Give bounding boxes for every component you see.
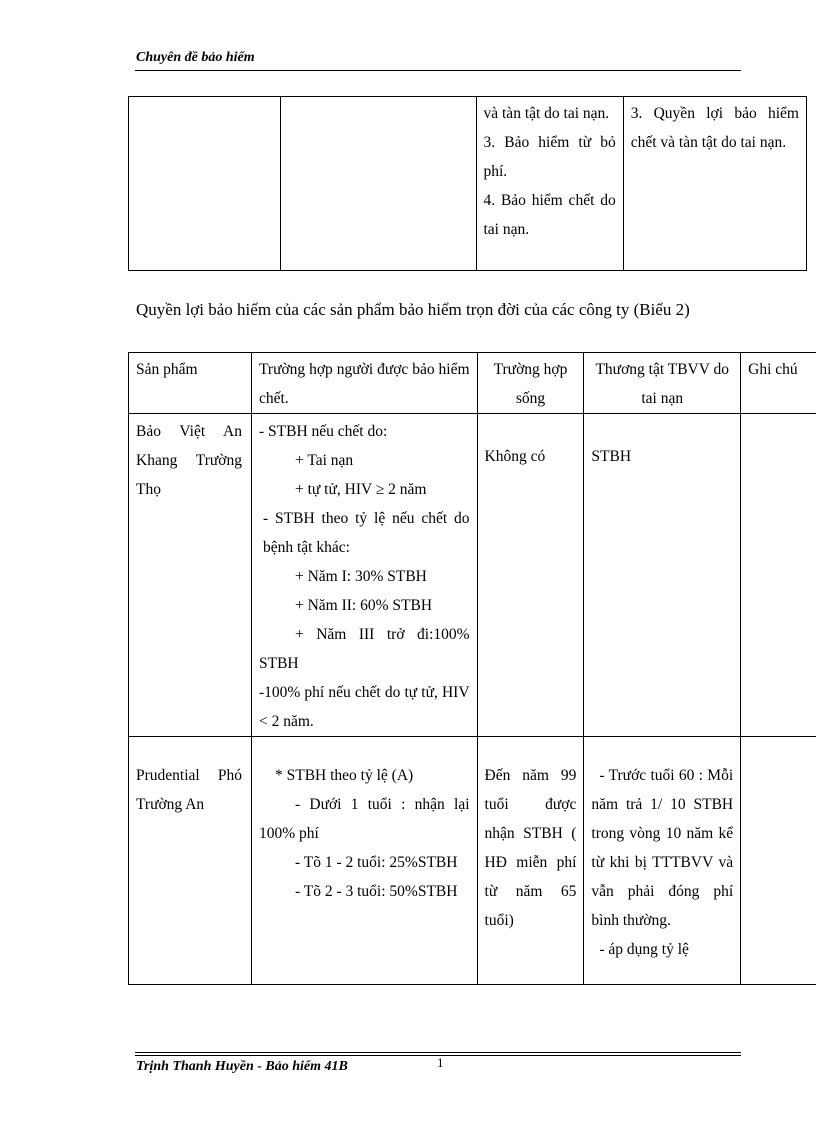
text-line: + Năm II: 60% STBH (294, 597, 433, 614)
table-row (129, 737, 816, 985)
table-header-row (129, 353, 816, 414)
text-line: + Năm III trở đi:100% STBH (258, 626, 470, 672)
text-line: + Năm I: 30% STBH (294, 568, 427, 585)
column-header-death: Trường hợp người được bảo hiểm chết. (251, 353, 477, 414)
table-row (129, 97, 807, 271)
text-line: - STBH theo tỷ lệ nếu chết do bệnh tật khác: (262, 510, 470, 556)
text-line: -100% phí nếu chết do tự tử, HIV < 2 năm. (258, 684, 470, 730)
column-header-disability: Thương tật TBVV do tai nạn (584, 353, 741, 414)
footer-author: Trịnh Thanh Huyền - Bảo hiểm 41B (136, 1059, 348, 1074)
column-header-note: Ghi chú (741, 353, 816, 414)
survival-cell: Không có (477, 414, 584, 737)
page-number: 1 (437, 1055, 444, 1070)
text-line: - Trước tuổi 60 : Mỗi năm trả 1/ 10 STBH trong vòng 10 năm kể từ khi bị TTTBVV và vẫn phải đóng phí bình thường. (591, 767, 734, 929)
table-row (129, 414, 816, 737)
table-cell: 3. Quyền lợi bảo hiểm chết và tàn tật do tai nạn. (623, 97, 806, 271)
survival-cell: Đến năm 99 tuổi được nhận STBH ( HĐ miễn phí từ năm 65 tuổi) (477, 737, 584, 985)
text-line: - Dưới 1 tuổi : nhận lại 100% phí (258, 796, 470, 842)
text-line: + tự tử, HIV ≥ 2 năm (294, 481, 427, 498)
table-cell (281, 97, 476, 271)
note-cell (741, 414, 816, 737)
table-cell (129, 97, 281, 271)
death-benefit-cell (251, 737, 477, 985)
table-caption: Quyền lợi bảo hiểm của các sản phẩm bảo hiểm trọn đời của các công ty (Biểu 2) (136, 300, 690, 319)
product-name: Bảo Việt An Khang Trường Thọ (136, 423, 242, 498)
table-cell: và tàn tật do tai nạn. 3. Bảo hiểm từ bỏ phí. 4. Bảo hiểm chết do tai nạn. (476, 97, 623, 271)
page-header (135, 48, 741, 71)
lifetime-insurance-table (128, 352, 816, 985)
column-header-product: Sản phẩm (129, 353, 252, 414)
note-cell (741, 737, 816, 985)
death-benefit-cell (251, 414, 477, 737)
header-title: Chuyên đề bảo hiểm (136, 50, 255, 65)
benefits-table-continued (128, 96, 807, 271)
text-line: - áp dụng tỷ lệ (599, 941, 689, 958)
text-line: * STBH theo tỷ lệ (A) (274, 767, 414, 784)
column-header-survival: Trường hợp sống (477, 353, 584, 414)
text-line: - Tõ 2 - 3 tuổi: 50%STBH (294, 883, 458, 900)
disability-cell: STBH (584, 414, 741, 737)
text-line: - STBH nếu chết do: (258, 423, 388, 440)
page-footer (135, 1052, 741, 1074)
disability-cell (584, 737, 741, 985)
text-line: + Tai nạn (294, 452, 354, 469)
product-name: Prudential Phó Trường An (136, 767, 242, 813)
product-cell (129, 414, 252, 737)
text-line: - Tõ 1 - 2 tuổi: 25%STBH (294, 854, 458, 871)
product-cell (129, 737, 252, 985)
